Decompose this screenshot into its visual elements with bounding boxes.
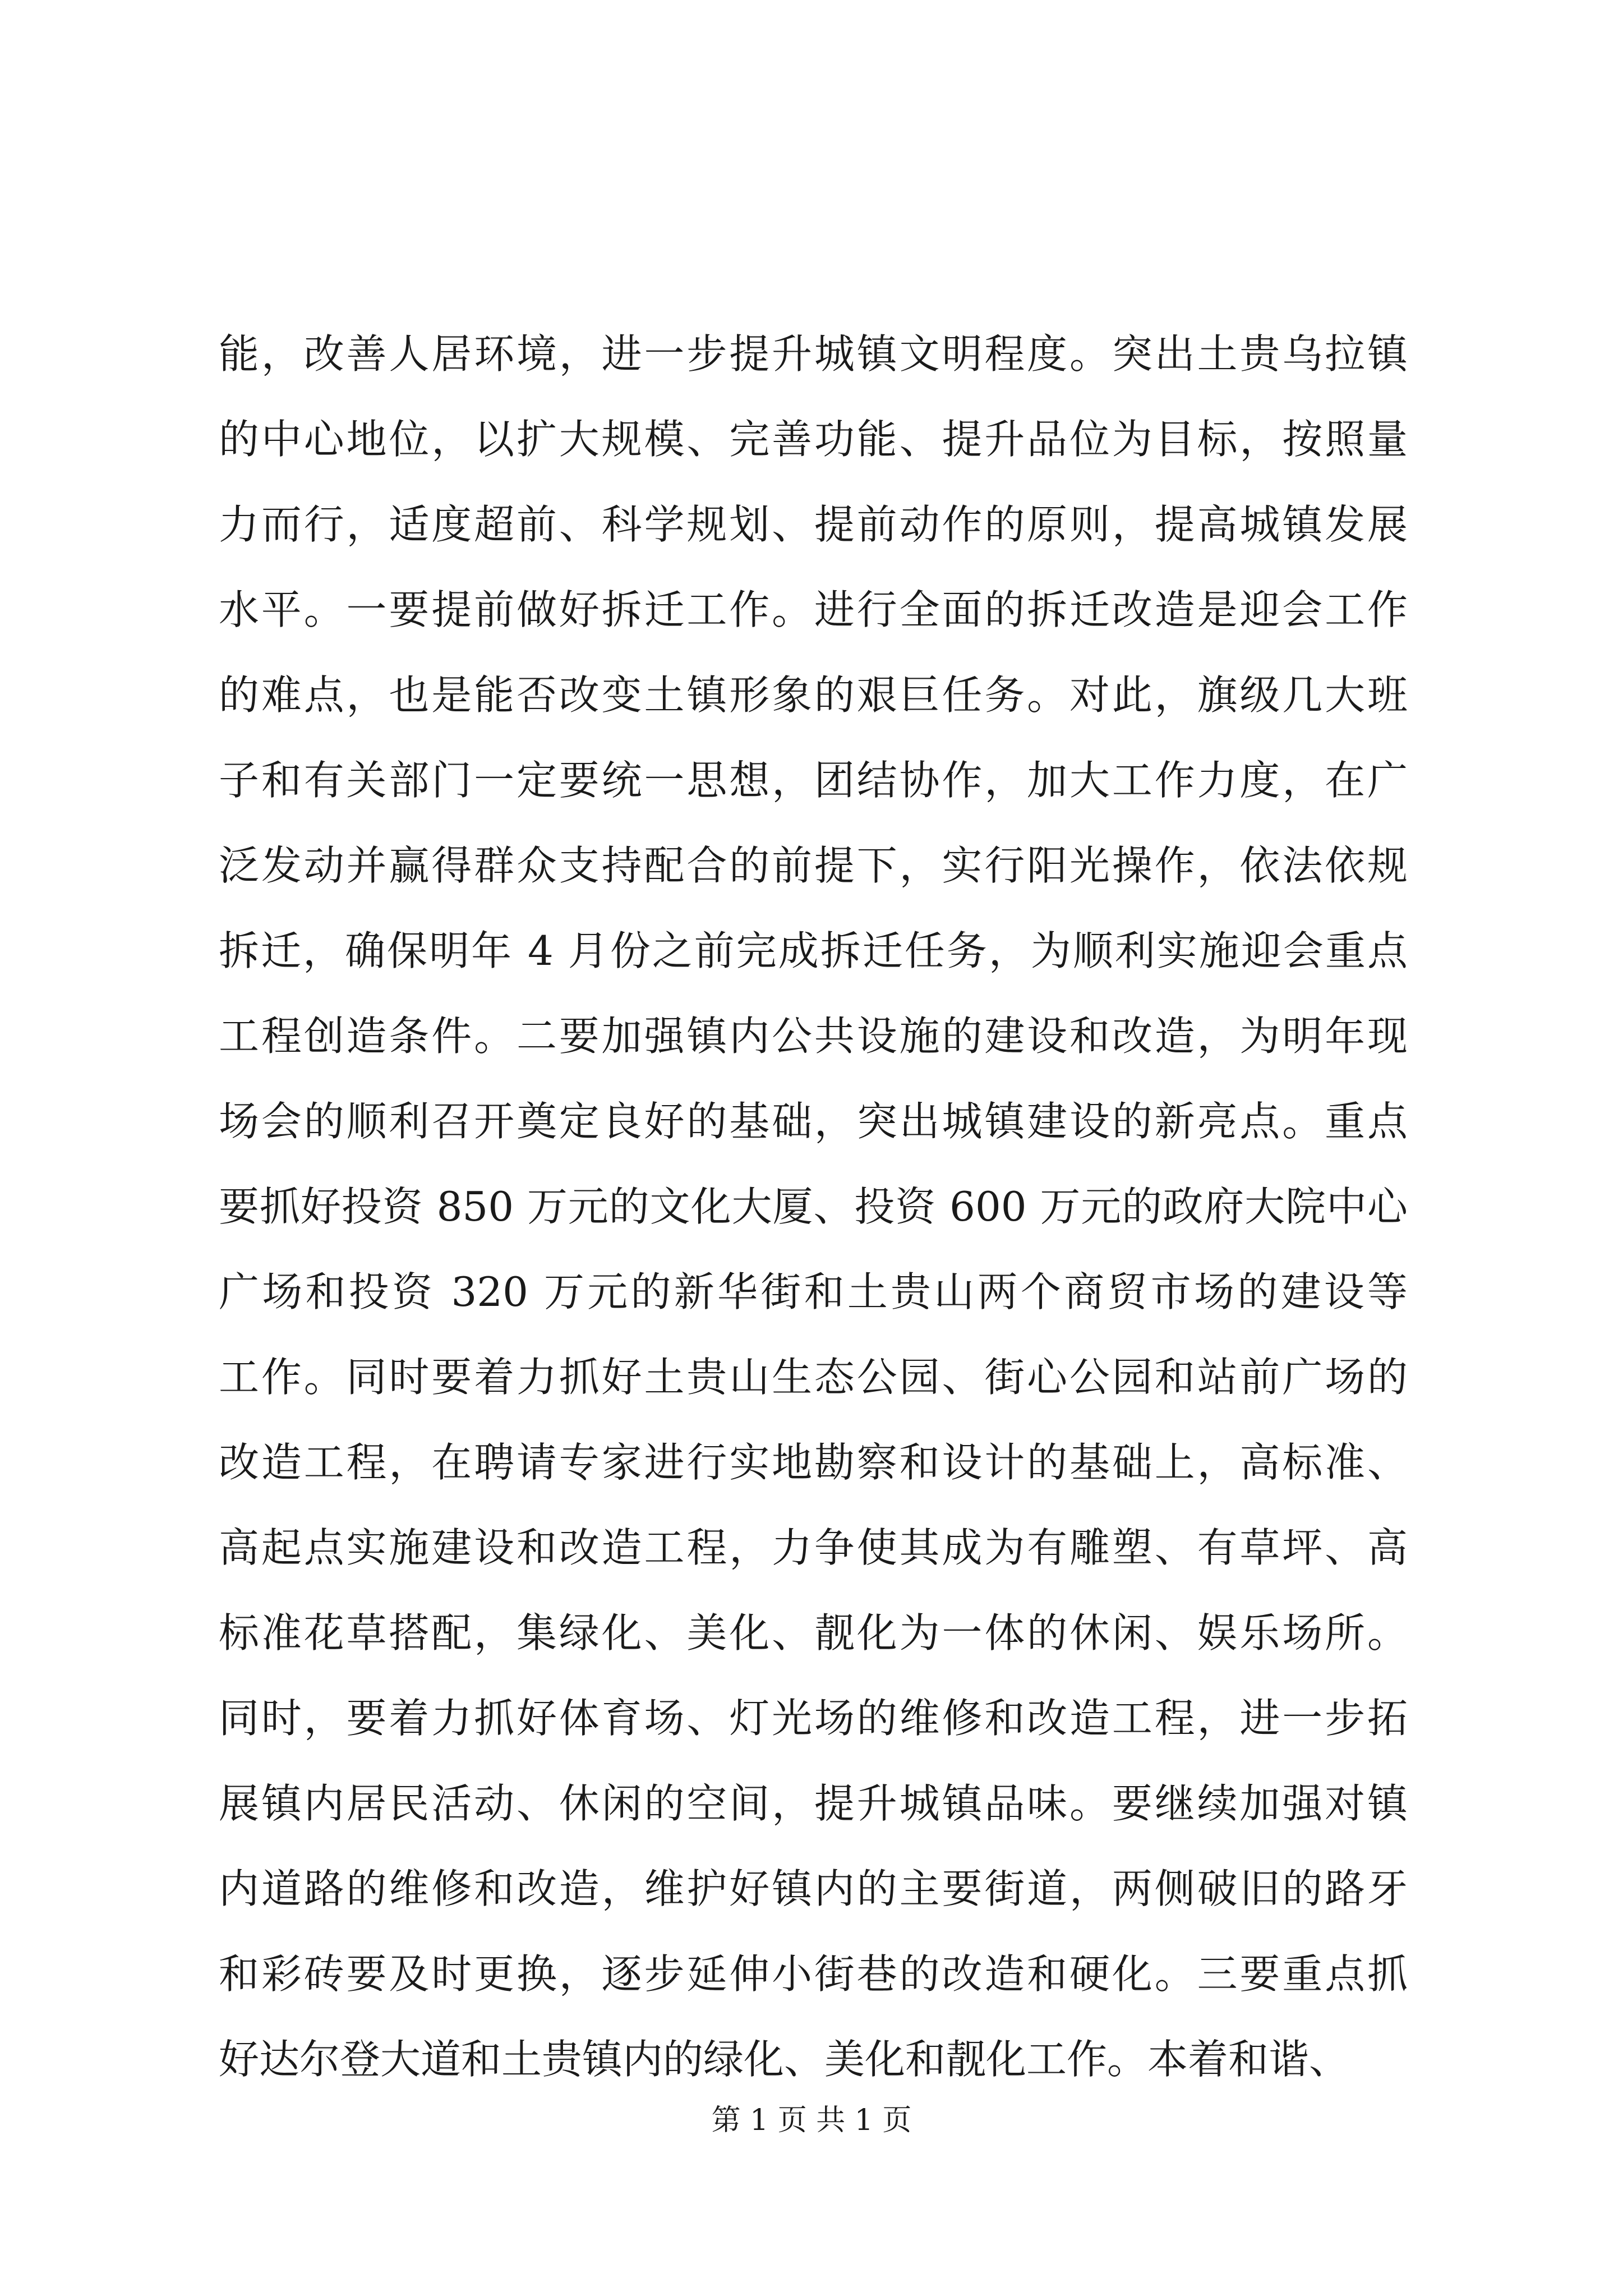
text-line: 展镇内居民活动、休闲的空间，提升城镇品味。要继续加强对镇 <box>219 1780 1408 1827</box>
text-line: 好达尔登大道和土贵镇内的绿化、美化和靓化工作。本着和谐、 <box>219 2036 1350 2083</box>
text-line: 工作。同时要着力抓好土贵山生态公园、街心公园和站前广场的 <box>219 1354 1408 1401</box>
text-line: 标准花草搭配，集绿化、美化、靓化为一体的休闲、娱乐场所。 <box>219 1609 1408 1657</box>
text-line: 高起点实施建设和改造工程，力争使其成为有雕塑、有草坪、高 <box>219 1524 1408 1571</box>
text-line: 泛发动并赢得群众支持配合的前提下，实行阳光操作，依法依规 <box>219 842 1408 889</box>
page-footer <box>0 2101 1623 2140</box>
text-line: 子和有关部门一定要统一思想，团结协作，加大工作力度，在广 <box>219 757 1408 804</box>
text-line: 改造工程，在聘请专家进行实地勘察和设计的基础上，高标准、 <box>219 1439 1408 1486</box>
text-line: 水平。一要提前做好拆迁工作。进行全面的拆迁改造是迎会工作 <box>219 586 1408 633</box>
text-line: 工程创造条件。二要加强镇内公共设施的建设和改造，为明年现 <box>219 1013 1408 1060</box>
text-line: 的中心地位，以扩大规模、完善功能、提升品位为目标，按照量 <box>219 416 1408 463</box>
text-line: 和彩砖要及时更换，逐步延伸小街巷的改造和硬化。三要重点抓 <box>219 1950 1408 1998</box>
page-number-label: 第 1 页 共 1 页 <box>711 2104 912 2137</box>
text-line: 拆迁，确保明年 4 月份之前完成拆迁任务，为顺利实施迎会重点 <box>219 927 1408 974</box>
text-line: 场会的顺利召开奠定良好的基础，突出城镇建设的新亮点。重点 <box>219 1098 1408 1145</box>
text-line: 要抓好投资 850 万元的文化大厦、投资 600 万元的政府大院中心 <box>219 1183 1408 1230</box>
text-line: 的难点，也是能否改变土镇形象的艰巨任务。对此，旗级几大班 <box>219 671 1408 719</box>
body-text <box>219 311 1408 2102</box>
text-line: 同时，要着力抓好体育场、灯光场的维修和改造工程，进一步拓 <box>219 1695 1408 1742</box>
text-line: 广场和投资 320 万元的新华街和土贵山两个商贸市场的建设等 <box>219 1268 1408 1315</box>
text-line: 能，改善人居环境，进一步提升城镇文明程度。突出土贵乌拉镇 <box>219 330 1408 378</box>
text-line: 力而行，适度超前、科学规划、提前动作的原则，提高城镇发展 <box>219 501 1408 548</box>
text-line: 内道路的维修和改造，维护好镇内的主要街道，两侧破旧的路牙 <box>219 1865 1408 1912</box>
